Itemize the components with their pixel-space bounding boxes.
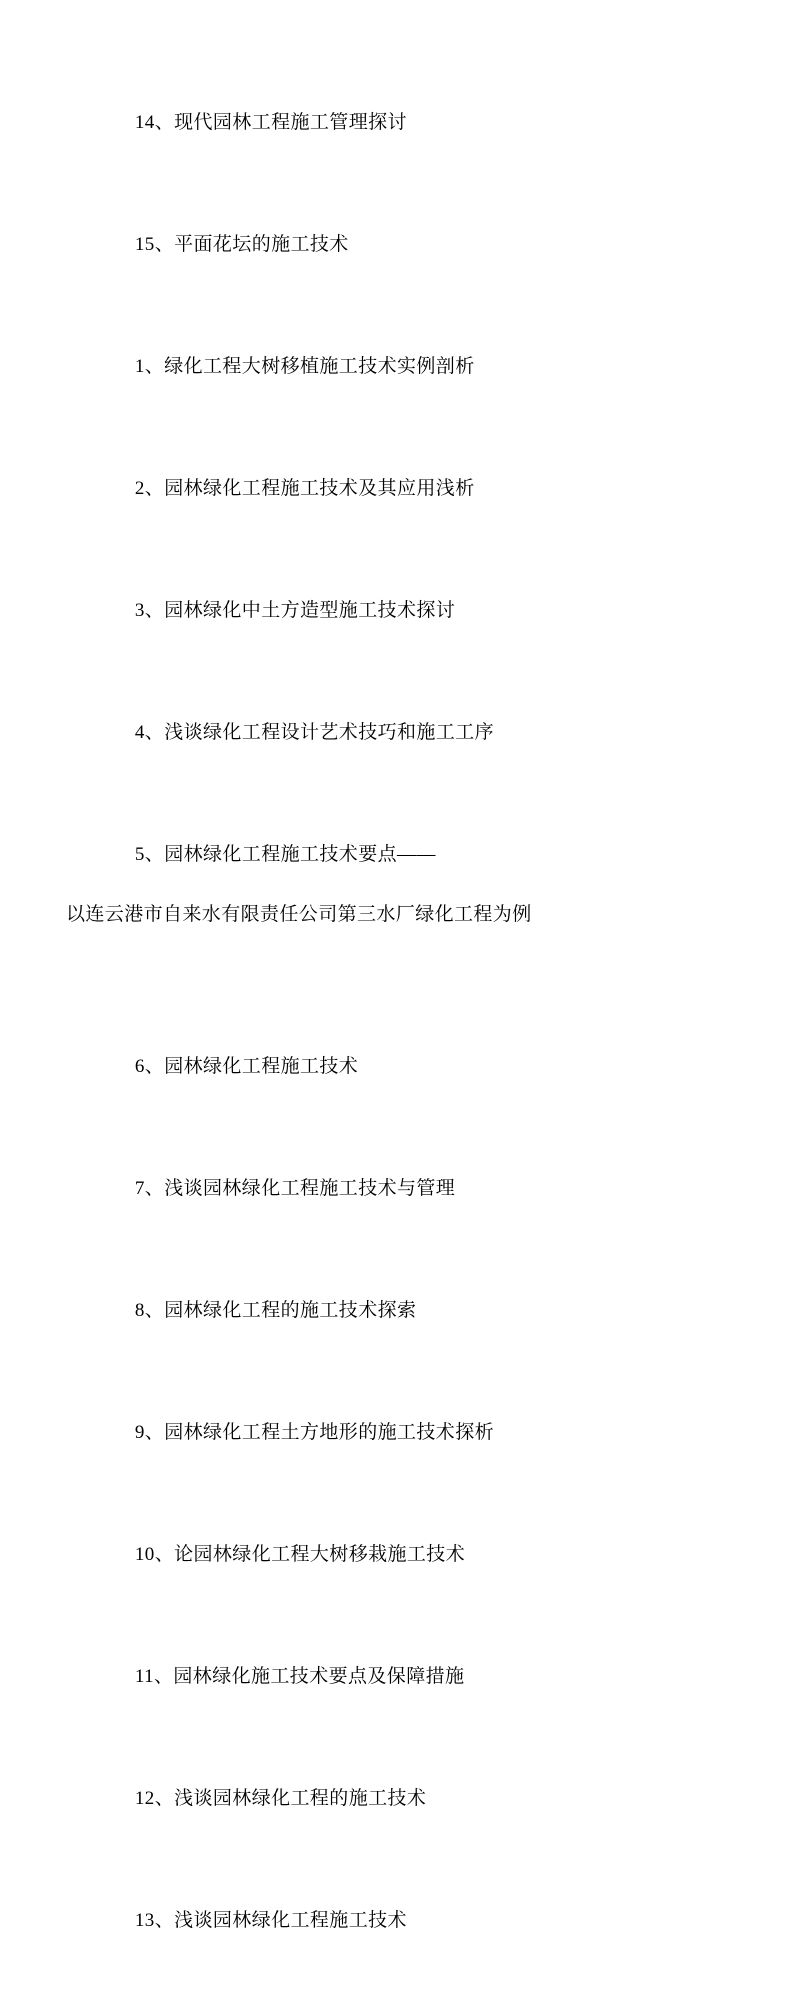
list-item: [104, 78, 704, 168]
list-item: [104, 1632, 704, 1722]
list-item-text: 12、浅谈园林绿化工程的施工技术: [134, 1788, 427, 1809]
list-item-text-continuation: 以连云港市自来水有限责任公司第三水厂绿化工程为例: [66, 904, 532, 925]
list-item: [104, 1266, 704, 1356]
document-body: [66, 78, 704, 1998]
list-item: [104, 200, 704, 290]
list-item: [66, 810, 704, 990]
list-item: [104, 322, 704, 412]
list-item-text: 2、园林绿化工程施工技术及其应用浅析: [134, 478, 475, 499]
list-item: [104, 444, 704, 534]
list-item-text: 6、园林绿化工程施工技术: [134, 1056, 359, 1077]
list-item-text: 11、园林绿化施工技术要点及保障措施: [134, 1666, 465, 1687]
list-item-text: 8、园林绿化工程的施工技术探索: [134, 1300, 417, 1321]
list-item-text: 7、浅谈园林绿化工程施工技术与管理: [134, 1178, 456, 1199]
list-item: [104, 1876, 704, 1966]
list-item-text: 14、现代园林工程施工管理探讨: [134, 112, 407, 133]
list-item-text: 10、论园林绿化工程大树移栽施工技术: [134, 1544, 466, 1565]
list-item-text: 15、平面花坛的施工技术: [134, 234, 349, 255]
list-item: [104, 688, 704, 778]
list-item: [104, 1754, 704, 1844]
list-item: [104, 1022, 704, 1112]
list-item-text: 13、浅谈园林绿化工程施工技术: [134, 1910, 407, 1931]
list-item-text: 1、绿化工程大树移植施工技术实例剖析: [134, 356, 475, 377]
list-item-text: 4、浅谈绿化工程设计艺术技巧和施工工序: [134, 722, 495, 743]
list-item-text: 3、园林绿化中土方造型施工技术探讨: [134, 600, 456, 621]
list-item: [104, 566, 704, 656]
list-item: [104, 1510, 704, 1600]
list-item-text: 5、园林绿化工程施工技术要点——: [134, 844, 436, 865]
list-item-text: 9、园林绿化工程土方地形的施工技术探析: [134, 1422, 495, 1443]
list-item: [104, 1388, 704, 1478]
list-item: [104, 1144, 704, 1234]
